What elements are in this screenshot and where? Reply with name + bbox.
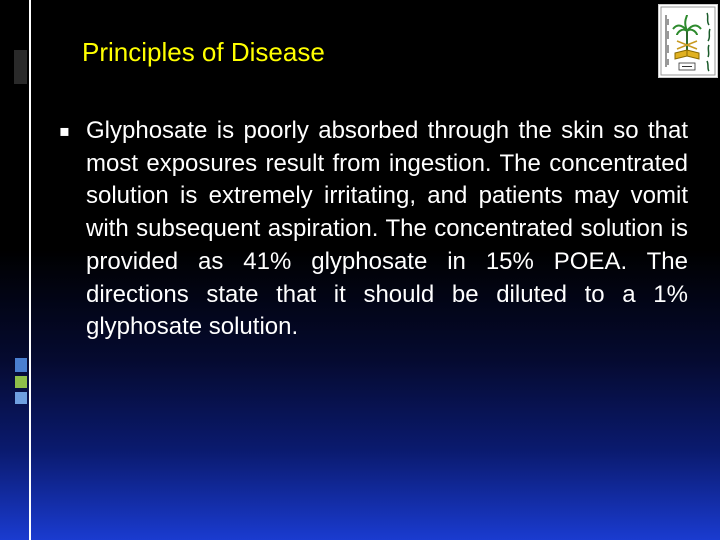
- bullet-text: Glyphosate is poorly absorbed through the skin so that most exposures result from ingestion. The concentrated solution is extremely irritating, and patients may vomit with subsequent aspiration. The concentrated solution is provided as 41% glyphosate in 15% POEA. The directions state that it should be diluted to a 1% glyphosate solution.: [86, 117, 688, 341]
- left-vertical-rule: [29, 0, 31, 540]
- slide-title: Principles of Disease: [82, 37, 325, 67]
- university-emblem-icon: [658, 4, 718, 78]
- accent-bar-light-blue: [15, 392, 27, 404]
- square-bullet-icon: ▪: [59, 121, 70, 140]
- title-accent-block: [14, 50, 27, 84]
- bullet-item: [58, 115, 688, 344]
- accent-bar-green: [15, 376, 27, 388]
- accent-bar-blue: [15, 358, 27, 372]
- bullet-list: [58, 115, 688, 344]
